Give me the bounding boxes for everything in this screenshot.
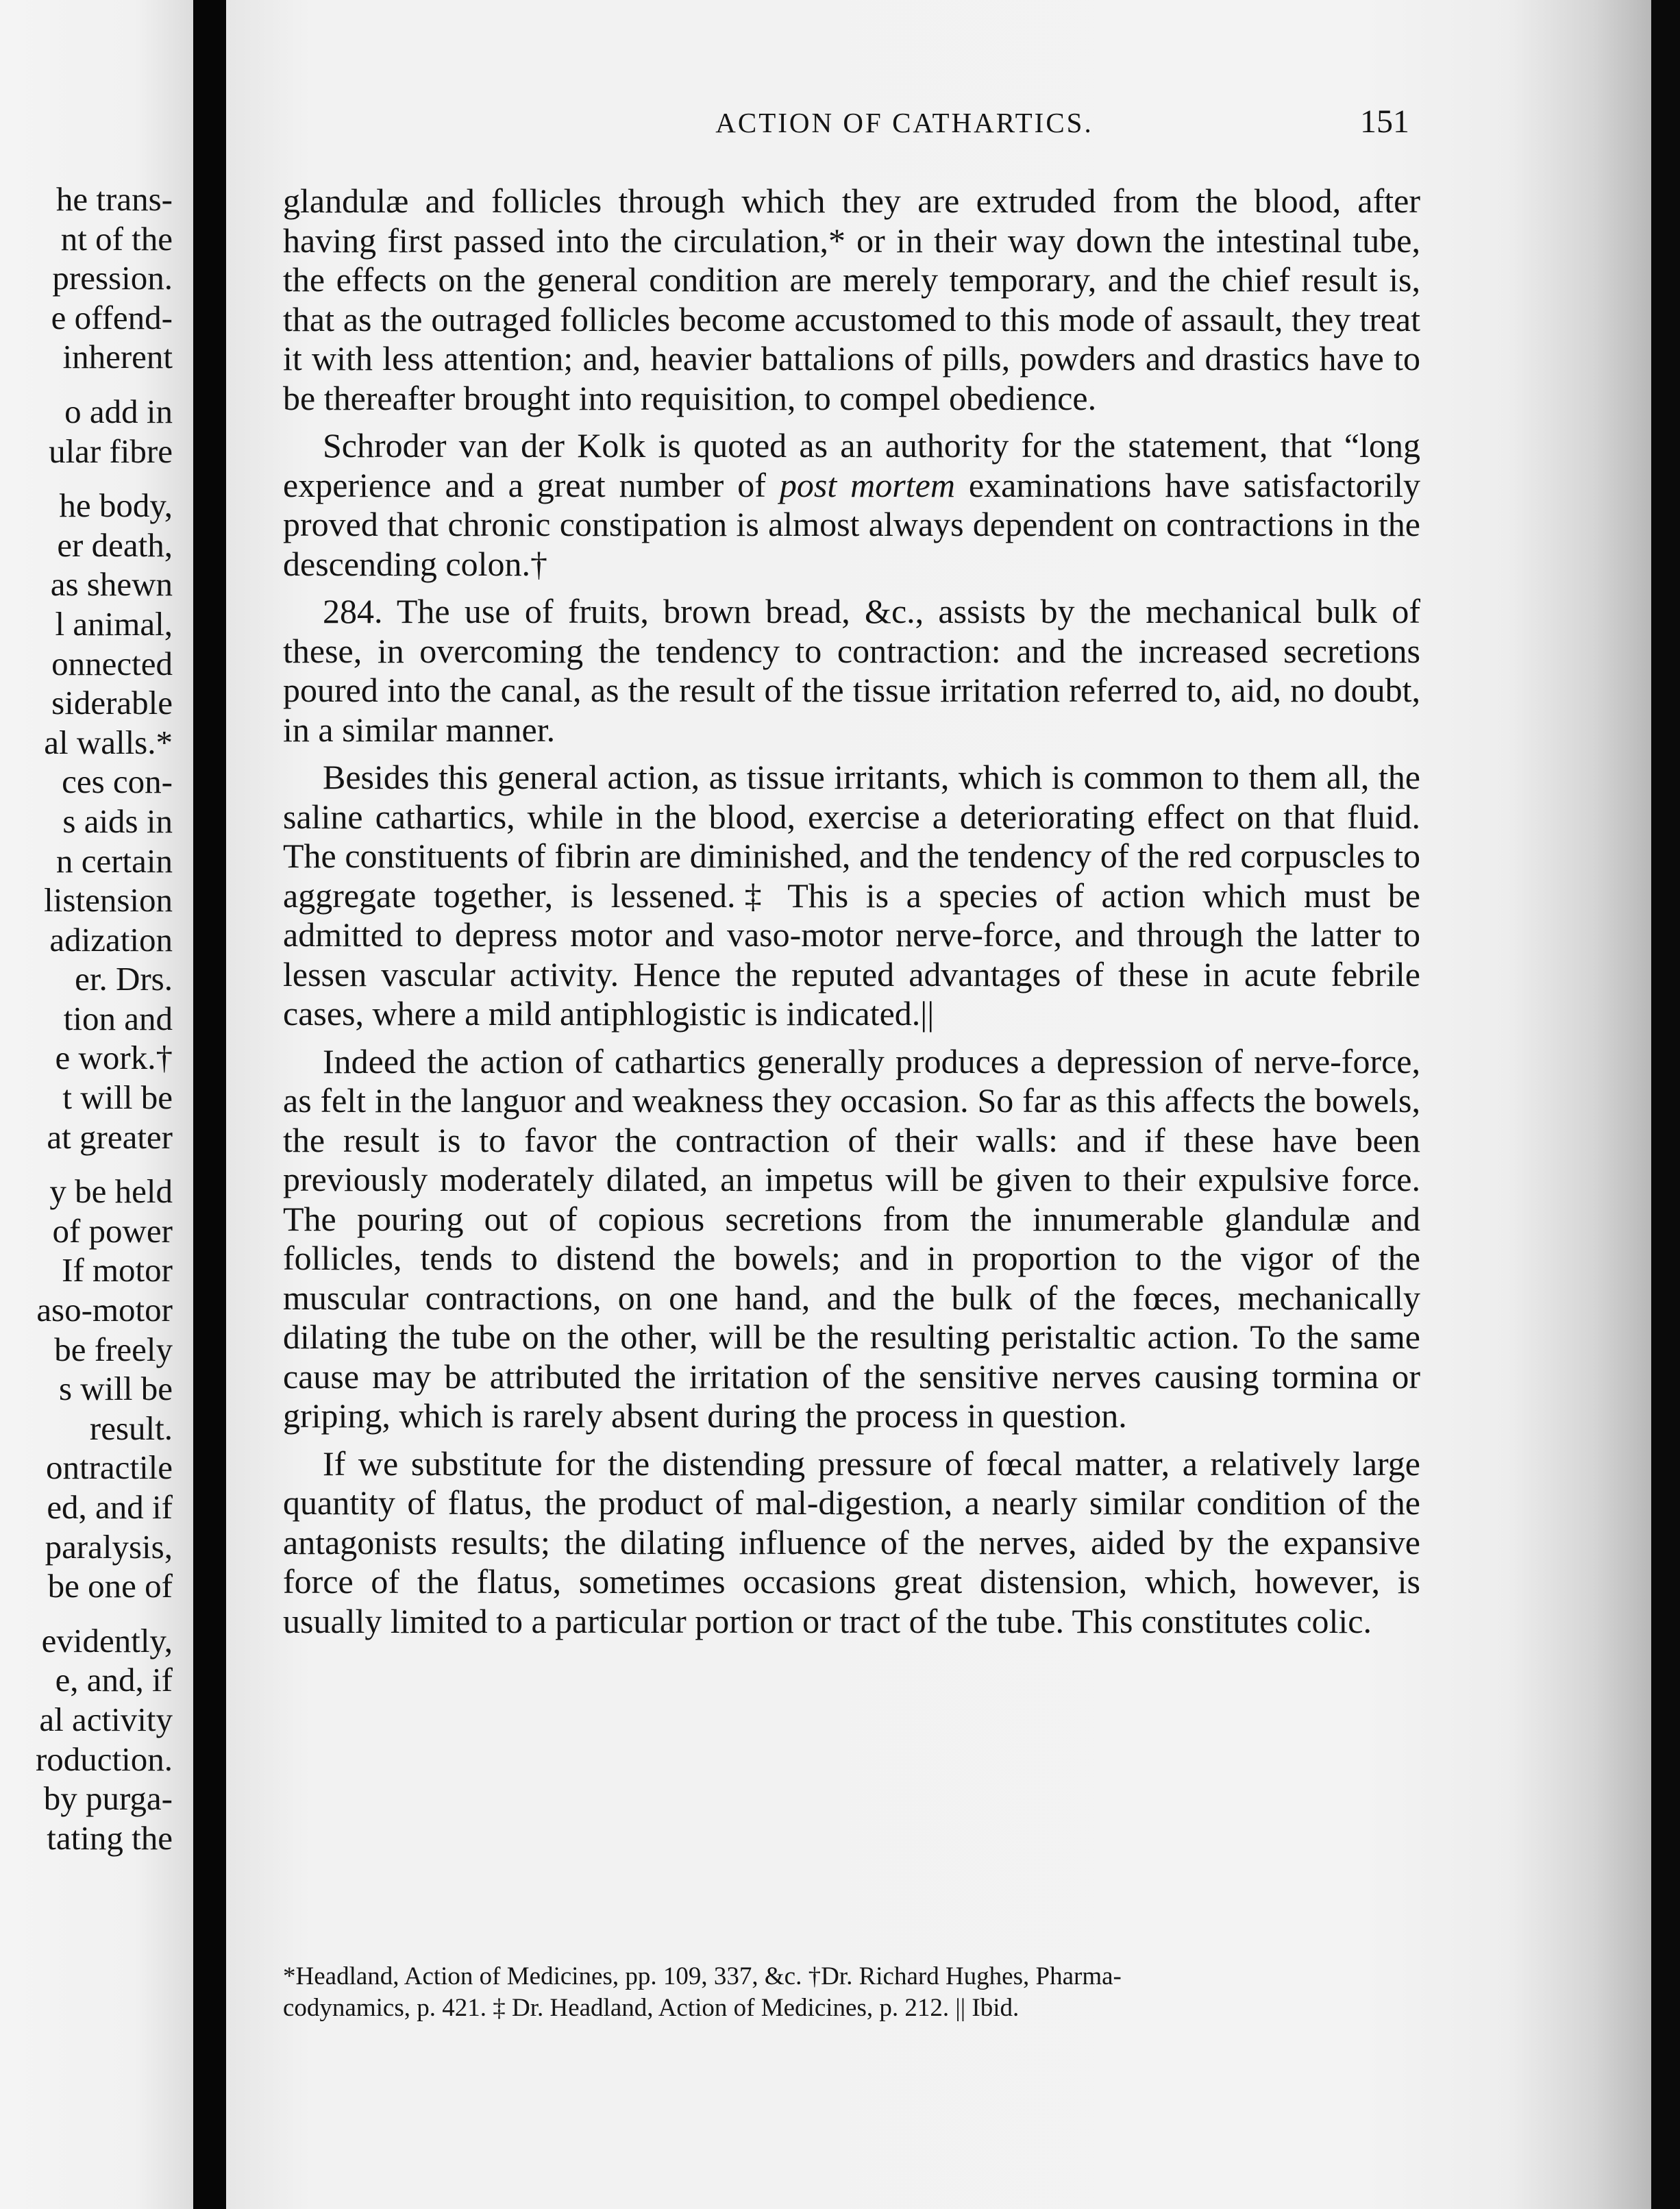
left-page-line: roduction. — [35, 1740, 173, 1778]
body-text — [283, 182, 1420, 1649]
left-page-line: er death, — [57, 526, 173, 564]
left-page-line: adization — [49, 920, 173, 959]
left-page-line: s will be — [58, 1370, 173, 1408]
left-page-line: n certain — [55, 841, 173, 880]
left-page-line: be freely — [54, 1330, 173, 1368]
left-page-line: e work.† — [55, 1039, 173, 1077]
page-edge — [1651, 0, 1680, 2209]
left-page-line: al activity — [39, 1700, 173, 1738]
left-page-line: ces con- — [62, 763, 173, 801]
left-page-line: e, and, if — [55, 1661, 173, 1699]
left-page-line: be one of — [47, 1567, 173, 1605]
left-page-line — [0, 377, 173, 392]
left-page-line: al walls.* — [44, 723, 173, 761]
left-page-line: er. Drs. — [75, 960, 173, 998]
left-page-line: listension — [44, 881, 173, 920]
left-page-line — [0, 1157, 173, 1172]
paragraph: Besides this general action, as tissue irritants, which is common to them all, the saline cathartics, while in the blood, exercise a deteriorating effect on that fluid. The constituents of fibrin are diminished, and the tendency of the red corpuscles to aggregate together, is lessened.‡ This is a species of action which must be admitted to depress motor and vaso-motor nerve-force, and through the latter to lessen vascular activity. Hence the reputed advantages of these in acute febrile cases, where a mild antiphlogistic is indicated.|| — [283, 758, 1420, 1033]
paragraph: If we substitute for the distending pressure of fœcal matter, a relatively large quantity of flatus, the product of mal-digestion, a nearly similar condition of the antagonists results; the dilating influence of the nerves, aided by the expansive force of the flatus, sometimes occasions great distension, which, however, is usually limited to a particular portion or tract of the tube. This constitutes colic. — [283, 1444, 1420, 1640]
left-page-line: aso-motor — [36, 1291, 173, 1329]
left-page-line: pression. — [52, 259, 173, 297]
left-page-line: he body, — [59, 486, 173, 525]
left-page-line: as shewn — [50, 565, 173, 604]
paragraph: Indeed the action of cathartics generally produces a depression of nerve-force, as felt in the languor and weakness they occasion. So far as this affects the bowels, the result is to favor the contraction of their walls: and if these have been previously moderately dilated, an impetus will be given to their expulsive force. The pouring out of copious secretions from the innumerable glandulæ and follicles, tends to distend the bowels; and in proportion to the vigor of the muscular contractions, on one hand, and the bulk of the fœces, mechanically dilating the tube on the other, will be the resulting peristaltic action. To the same cause may be attributed the irritation of the sensitive nerves causing tormina or griping, which is rarely absent during the process in question. — [283, 1041, 1420, 1435]
left-page-line: by purga- — [43, 1779, 173, 1818]
page-number: 151 — [1360, 103, 1409, 140]
left-page-line: ontractile — [45, 1448, 173, 1487]
left-page-line: paralysis, — [45, 1527, 173, 1566]
left-page-line — [0, 471, 173, 486]
left-page-line: tion and — [63, 999, 173, 1037]
paragraph: glandulæ and follicles through which they are extruded from the blood, after having first passed into the circulation,* or in their way down the intestinal tube, the effects on the general condition are merely temporary, and the chief result is, that as the outraged follicles become accustomed to this mode of assault, they treat it with less attention; and, heavier battalions of pills, powders and drastics have to be thereafter brought into requisition, to compel obedience. — [283, 182, 1420, 417]
left-page-text — [0, 180, 173, 1858]
left-page-line: result. — [89, 1409, 173, 1447]
left-page-line: tating the — [47, 1818, 173, 1857]
left-page-line: onnected — [51, 644, 173, 682]
left-page-line: If motor — [62, 1251, 173, 1289]
italic-phrase: post mortem — [779, 465, 955, 504]
left-page-line: siderable — [51, 684, 173, 722]
left-page-line: s aids in — [62, 802, 173, 840]
footnotes — [283, 1961, 1420, 2024]
footnote-line: codynamics, p. 421. ‡ Dr. Headland, Action of Medicines, p. 212. || Ibid. — [283, 1994, 1020, 2022]
left-page-line: t will be — [62, 1078, 173, 1117]
left-page-line: evidently, — [41, 1621, 173, 1659]
left-page-line: of power — [52, 1211, 173, 1250]
left-page-line: y be held — [49, 1172, 173, 1211]
running-head: ACTION OF CATHARTICS. — [715, 107, 1094, 138]
left-page-line: nt of the — [60, 219, 173, 258]
left-page-line — [0, 1606, 173, 1621]
book-gutter — [193, 0, 226, 2209]
left-page — [0, 0, 193, 2209]
left-page-line: inherent — [62, 338, 173, 376]
left-page-line: ed, and if — [47, 1488, 173, 1526]
left-page-line: o add in — [64, 392, 173, 430]
paragraph: Schroder van der Kolk is quoted as an authority for the statement, that “long experience and a great number of post mortem examinations have satisfactorily proved that chronic constipation is almost always dependent on contractions in the descending colon.† — [283, 426, 1421, 583]
left-page-line: l animal, — [55, 604, 173, 643]
left-page-line: at greater — [47, 1118, 173, 1156]
left-page-line: ular fibre — [49, 432, 173, 470]
footnote-line: *Headland, Action of Medicines, pp. 109, 337, &c. †Dr. Richard Hughes, Pharma- — [283, 1962, 1122, 1990]
paragraph: 284. The use of fruits, brown bread, &c., assists by the mechanical bulk of these, in overcoming the tendency to contraction: and the increased secretions poured into the canal, as the result of the tissue irritation referred to, aid, no doubt, in a similar manner. — [283, 592, 1420, 749]
left-page-line: e offend- — [51, 298, 173, 336]
left-page-line: he trans- — [55, 180, 173, 218]
